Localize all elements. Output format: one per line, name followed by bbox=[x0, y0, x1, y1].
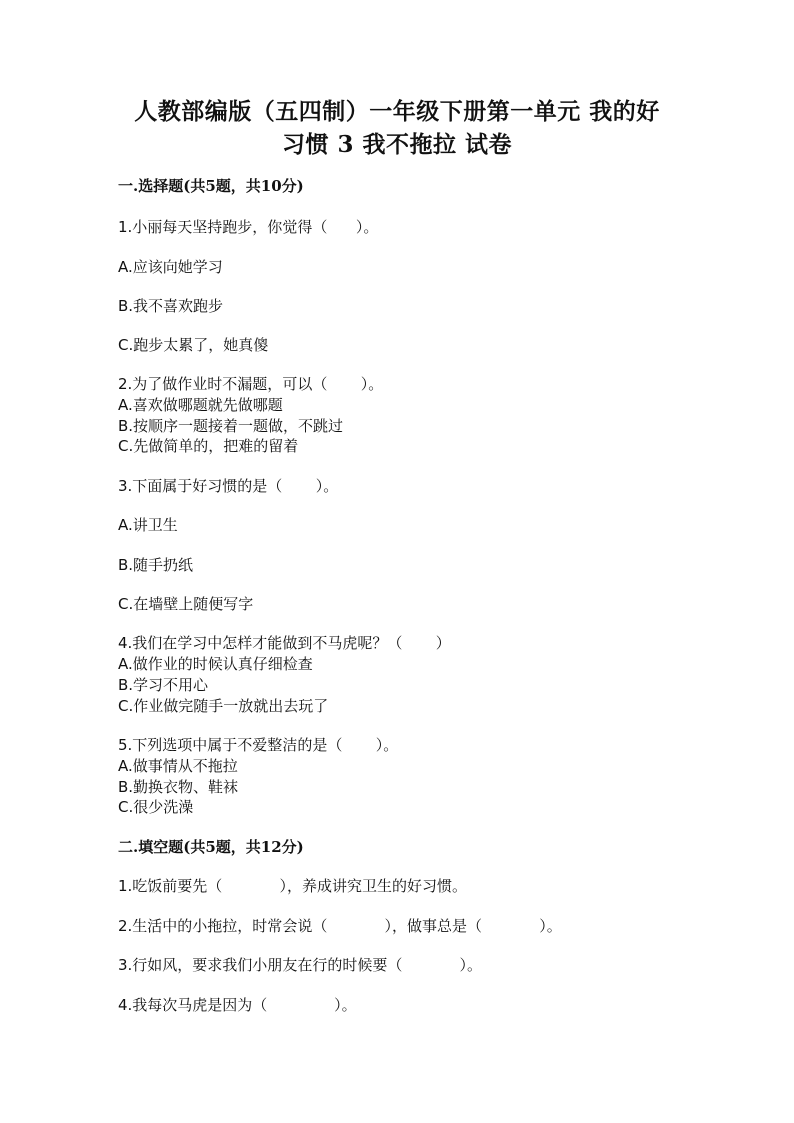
fill-question-2: 2.生活中的小拖拉，时常会说（ ），做事总是（ ）。 bbox=[118, 917, 562, 935]
question-3-option-c: C.在墙壁上随便写字 bbox=[118, 595, 254, 613]
fill-question-4: 4.我每次马虎是因为（ ）。 bbox=[118, 996, 357, 1014]
exam-title-line2: 习惯 3 我不拖拉 试卷 bbox=[281, 131, 513, 158]
question-4-stem: 4.我们在学习中怎样才能做到不马虎呢？（ ） bbox=[118, 634, 451, 652]
fill-question-3: 3.行如风，要求我们小朋友在行的时候要（ ）。 bbox=[118, 956, 483, 974]
question-3-stem: 3.下面属于好习惯的是（ ）。 bbox=[118, 477, 339, 495]
question-4-option-c: C.作业做完随手一放就出去玩了 bbox=[118, 697, 329, 715]
question-3-option-a: A.讲卫生 bbox=[118, 516, 178, 534]
question-4-option-a: A.做作业的时候认真仔细检查 bbox=[118, 655, 313, 673]
question-5-option-b: B.勤换衣物、鞋袜 bbox=[118, 778, 239, 796]
question-2-option-c: C.先做简单的，把难的留着 bbox=[118, 437, 299, 455]
question-5-option-c: C.很少洗澡 bbox=[118, 798, 194, 816]
question-5-stem: 5.下列选项中属于不爱整洁的是（ ）。 bbox=[118, 736, 399, 754]
question-2-stem: 2.为了做作业时不漏题，可以（ ）。 bbox=[118, 375, 384, 393]
question-1-option-a: A.应该向她学习 bbox=[118, 258, 223, 276]
question-4-option-b: B.学习不用心 bbox=[118, 676, 209, 694]
question-1-option-b: B.我不喜欢跑步 bbox=[118, 297, 224, 315]
section-heading-choice: 一.选择题(共5题，共10分) bbox=[118, 177, 304, 195]
exam-title-line1: 人教部编版（五四制）一年级下册第一单元 我的好 bbox=[134, 98, 660, 125]
question-2-option-b: B.按顺序一题接着一题做，不跳过 bbox=[118, 417, 344, 435]
question-1-stem: 1.小丽每天坚持跑步，你觉得（ ）。 bbox=[118, 218, 379, 236]
question-2-option-a: A.喜欢做哪题就先做哪题 bbox=[118, 396, 283, 414]
question-5-option-a: A.做事情从不拖拉 bbox=[118, 757, 238, 775]
section-heading-fill-blank: 二.填空题(共5题，共12分) bbox=[118, 838, 304, 856]
question-3-option-b: B.随手扔纸 bbox=[118, 556, 194, 574]
fill-question-1: 1.吃饭前要先（ ），养成讲究卫生的好习惯。 bbox=[118, 877, 468, 895]
question-1-option-c: C.跑步太累了，她真傻 bbox=[118, 336, 269, 354]
